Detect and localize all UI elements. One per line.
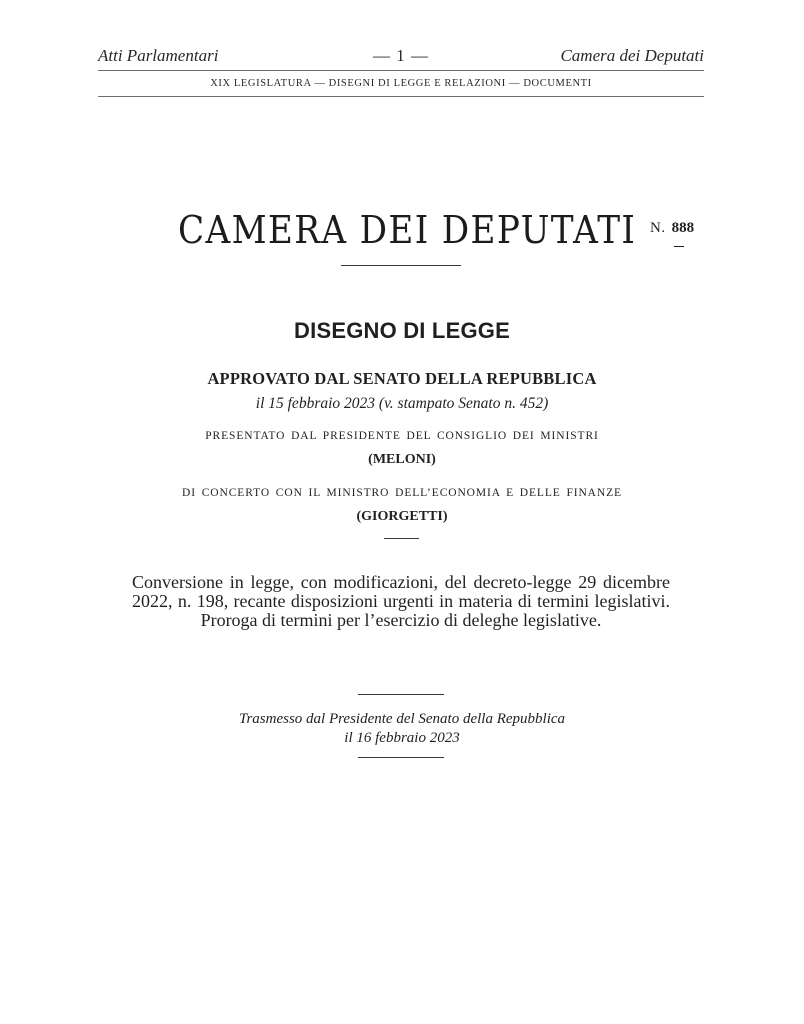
presented-by: PRESENTATO DAL PRESIDENTE DEL CONSIGLIO DEI MINISTRI [205, 430, 599, 442]
document-number-value: 888 [671, 220, 695, 236]
document-number-prefix: N. [650, 220, 666, 236]
transmission-line-2: il 16 febbraio 2023 [344, 730, 460, 746]
transmission-line-1: Trasmesso dal Presidente del Senato della Repubblica [238, 711, 566, 727]
approved-date: il 15 febbraio 2023 (v. stampato Senato n. 452) [255, 395, 549, 412]
running-head-left: Atti Parlamentari [98, 46, 219, 65]
page-number: — 1 — [373, 46, 429, 65]
transmission-rule-top [358, 694, 444, 695]
minister-name: (GIORGETTI) [356, 509, 448, 524]
heading-short-rule [384, 538, 419, 539]
transmission-note [0, 710, 804, 748]
document-number-dash [674, 246, 684, 247]
bill-abstract: Conversione in legge, con modificazioni, del decreto-legge 29 dicembre 2022, n. 198, recante disposizioni urgenti in materia di termini legislativi. Proroga di termini per l’esercizio di deleghe legislative. [132, 572, 670, 630]
masthead [0, 208, 804, 268]
document-number [650, 220, 694, 237]
masthead-rule [341, 265, 461, 266]
in-concert-with: DI CONCERTO CON IL MINISTRO DELL’ECONOMIA E DELLE FINANZE [182, 487, 622, 499]
presenter-name: (MELONI) [368, 452, 436, 467]
bill-type: DISEGNO DI LEGGE [294, 318, 510, 343]
header-rule-top [98, 70, 704, 71]
transmission-rule-bottom [358, 757, 444, 758]
running-head-right: Camera dei Deputati [560, 46, 704, 65]
legislature-subheading: XIX LEGISLATURA — DISEGNI DI LEGGE E RELAZIONI — DOCUMENTI [210, 78, 592, 89]
header-rule-bottom [98, 96, 704, 97]
approved-by: APPROVATO DAL SENATO DELLA REPUBBLICA [207, 369, 597, 388]
masthead-title: CAMERA DEI DEPUTATI [178, 208, 637, 252]
running-head [98, 46, 704, 68]
